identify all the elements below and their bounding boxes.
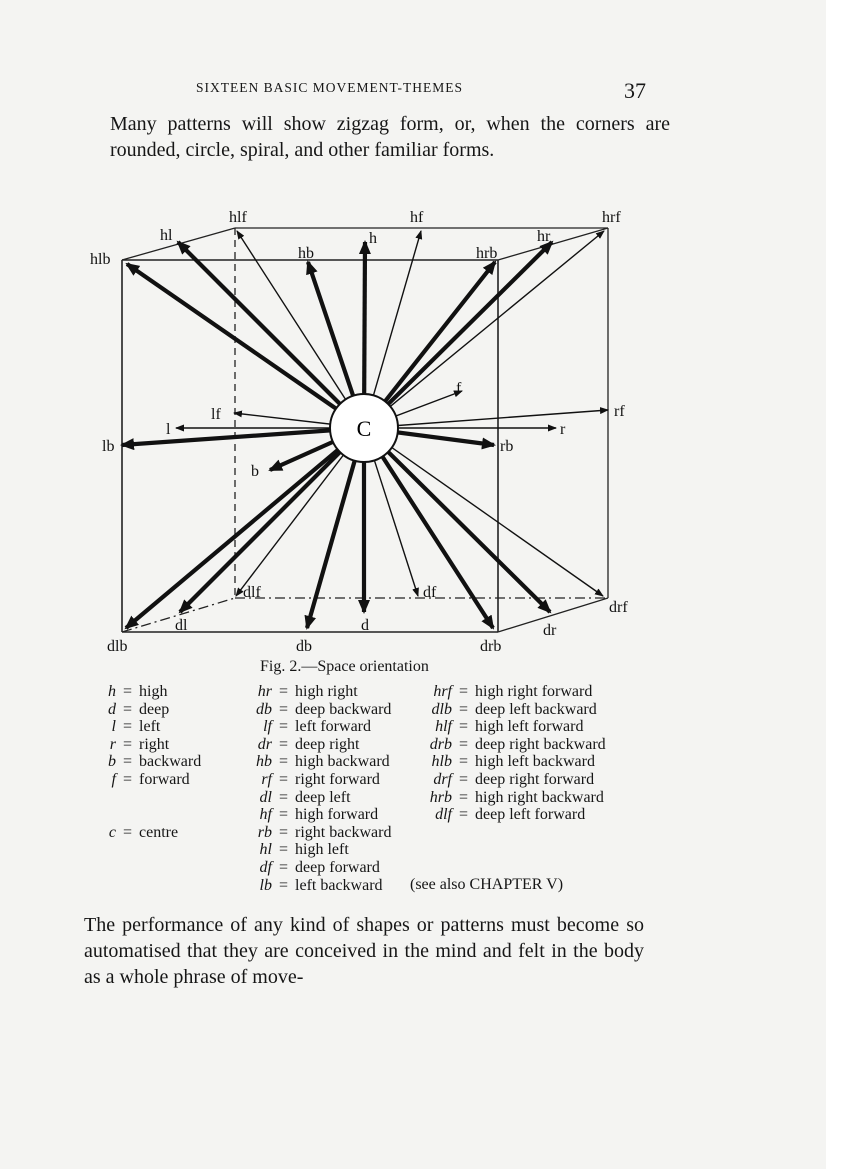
centre-label: C xyxy=(356,416,372,441)
legend-entry: dlf = deep left forward xyxy=(435,806,586,824)
page-edge xyxy=(826,0,850,1169)
label-l: l xyxy=(166,421,171,438)
arrow-hl xyxy=(178,242,364,428)
legend-entry: rf = right forward xyxy=(261,770,380,788)
abbreviation-legend xyxy=(86,683,646,903)
legend-entry: hlb = high left backward xyxy=(431,753,595,771)
legend-entry: hl = high left xyxy=(259,841,349,859)
legend-entry: f = forward xyxy=(111,770,190,788)
cube-back-face xyxy=(235,228,608,598)
legend-entry: hlf = high left forward xyxy=(435,718,584,736)
legend-entry: dl = deep left xyxy=(259,788,351,806)
legend-entry: h = high xyxy=(108,683,168,700)
arrow-hr xyxy=(364,242,552,428)
cube-front-face xyxy=(122,260,498,632)
legend-entry: b = backward xyxy=(108,753,202,771)
arrow-rf xyxy=(364,410,608,428)
legend-entry: db = deep backward xyxy=(256,700,392,718)
arrow-dr xyxy=(364,428,550,612)
legend-entry: hr = high right xyxy=(257,683,358,700)
label-d: d xyxy=(361,617,369,634)
legend-entry: lf = left forward xyxy=(263,718,371,736)
arrow-hlb xyxy=(127,264,364,428)
label-h: h xyxy=(369,230,377,247)
legend-entry: hb = high backward xyxy=(256,753,390,771)
label-dlb: dlb xyxy=(107,638,128,655)
figure-title: —Space orientation xyxy=(301,658,429,675)
label-hr: hr xyxy=(537,228,551,245)
legend-entry: rb = right backward xyxy=(257,823,392,841)
see-also-note: (see also CHAPTER V) xyxy=(410,876,564,893)
legend-entry: d = deep xyxy=(108,700,170,718)
label-hlf: hlf xyxy=(229,209,247,226)
label-rf: rf xyxy=(614,403,625,420)
label-b: b xyxy=(251,463,259,480)
label-df: df xyxy=(423,584,437,601)
label-hf: hf xyxy=(410,209,424,226)
legend-column-2 xyxy=(244,683,391,894)
label-f: f xyxy=(456,380,462,397)
legend-entry: c = centre xyxy=(108,823,179,841)
paragraph-performance: The performance of any kind of shapes or patterns must become so automatised that they are conceived in the mind and felt in the body as a whole phrase of move- xyxy=(84,914,644,988)
running-head: SIXTEEN BASIC MOVEMENT-THEMES xyxy=(196,80,464,95)
legend-entry: r = right xyxy=(109,735,170,753)
legend-column-1 xyxy=(86,683,201,841)
label-dlf: dlf xyxy=(243,584,261,601)
page-header xyxy=(196,78,646,108)
arrow-drf xyxy=(364,428,603,596)
label-drb: drb xyxy=(480,638,502,655)
legend-entry: dlb = deep left backward xyxy=(431,700,597,718)
label-drf: drf xyxy=(609,599,628,616)
legend-entry: hf = high forward xyxy=(259,806,379,824)
legend-entry: drb = deep right backward xyxy=(429,735,606,753)
legend-entry: drf = deep right forward xyxy=(433,770,595,788)
legend-entry: lb = left backward xyxy=(259,876,383,894)
paragraph-intro: Many patterns will show zigzag form, or, when the corners are rounded, circle, spiral, and other familiar forms. xyxy=(110,113,670,161)
legend-entry: hrb = high right backward xyxy=(429,788,604,806)
label-dl: dl xyxy=(175,617,188,634)
label-db: db xyxy=(296,638,312,655)
label-r: r xyxy=(560,421,566,438)
space-orientation-diagram xyxy=(86,196,646,656)
label-rb: rb xyxy=(500,438,514,455)
label-hb: hb xyxy=(298,245,314,262)
legend-entry: df = deep forward xyxy=(259,858,380,876)
label-hlb: hlb xyxy=(90,251,111,268)
label-hrb: hrb xyxy=(476,245,498,262)
label-dr: dr xyxy=(543,622,557,639)
legend-entry: hrf = high right forward xyxy=(433,683,593,700)
legend-entry: l = left xyxy=(111,718,161,736)
figure-number: Fig. 2. xyxy=(260,658,302,675)
legend-entry: dr = deep right xyxy=(257,735,360,753)
label-lb: lb xyxy=(102,438,115,455)
legend-column-3 xyxy=(418,683,606,824)
label-hl: hl xyxy=(160,227,173,244)
label-lf: lf xyxy=(211,406,221,423)
figure-caption xyxy=(260,658,429,676)
page-number: 37 xyxy=(624,78,646,103)
label-hrf: hrf xyxy=(602,209,621,226)
